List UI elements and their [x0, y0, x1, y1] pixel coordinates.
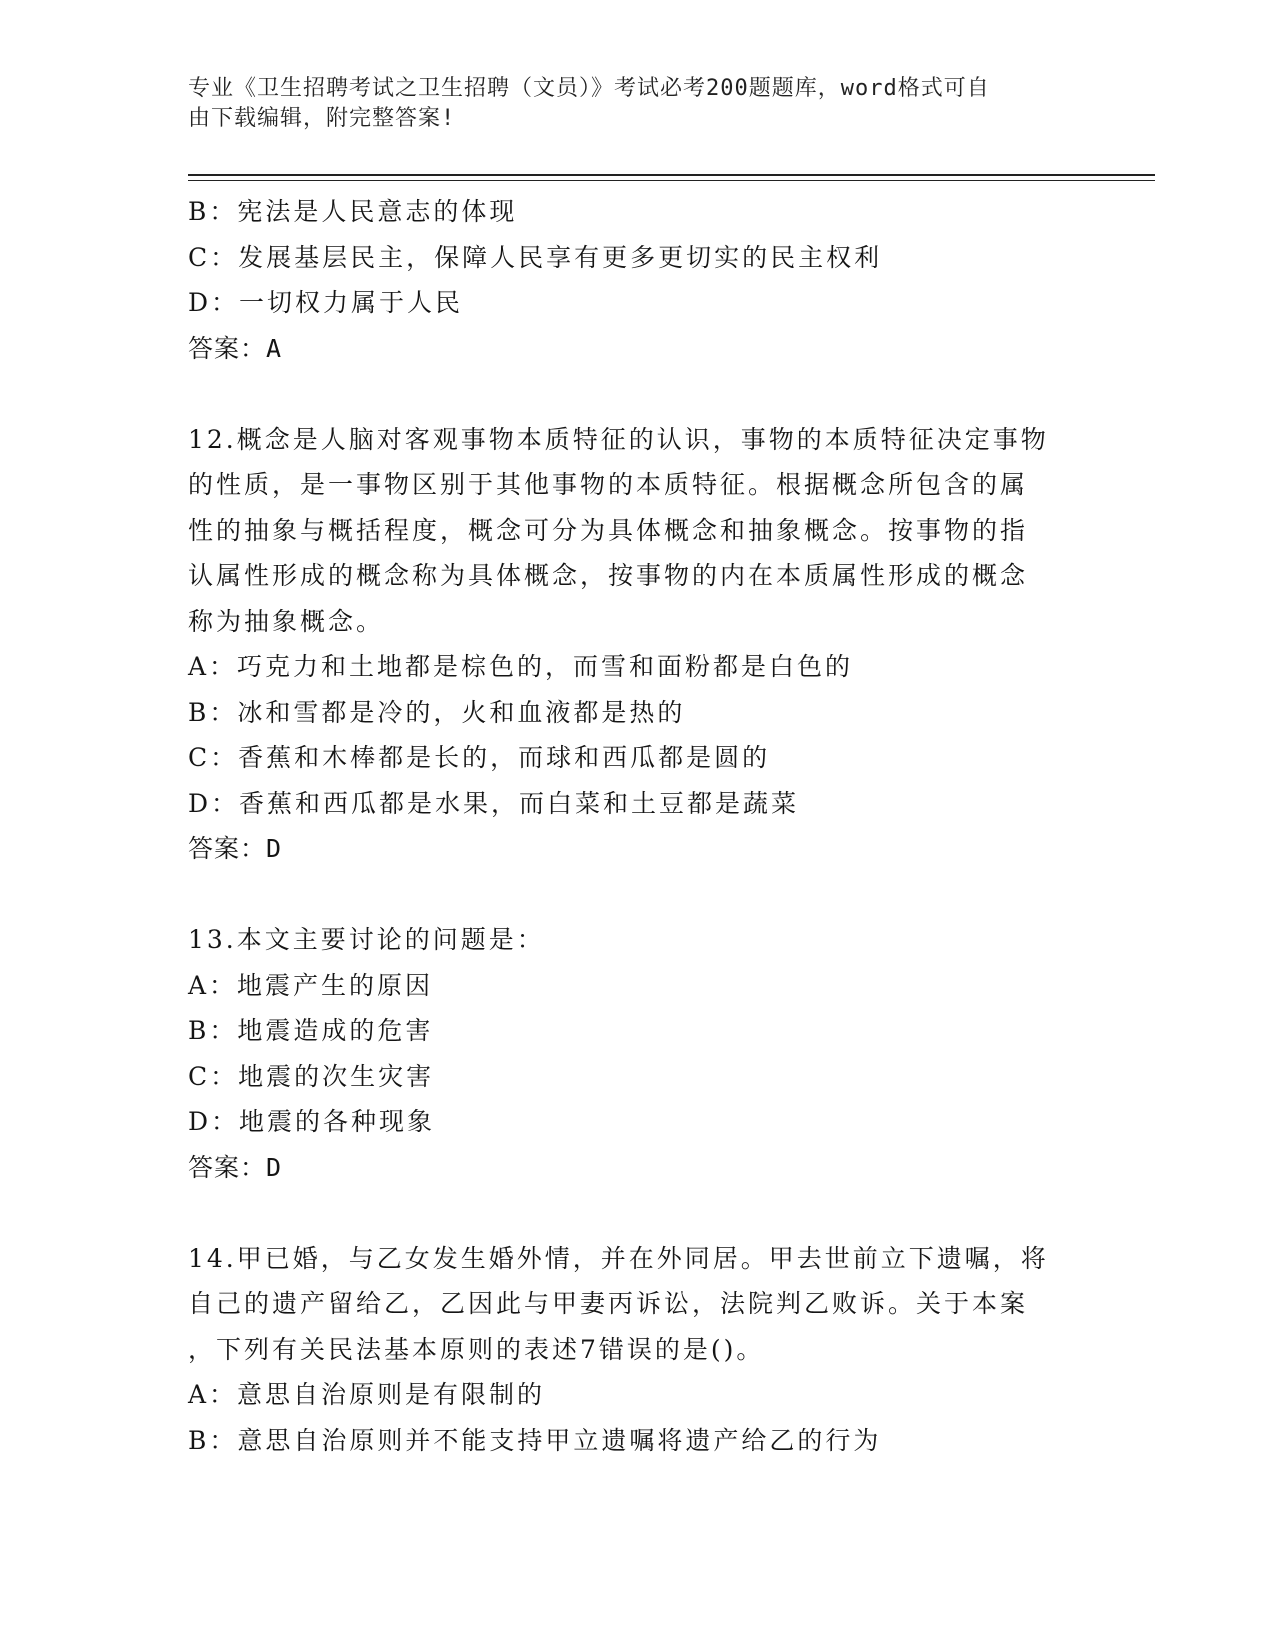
option-a: A：巧克力和土地都是棕色的，而雪和面粉都是白色的 [188, 652, 854, 681]
question-stem-line: 的性质，是一事物区别于其他事物的本质特征。根据概念所包含的属 [188, 470, 1029, 499]
option-a: A：地震产生的原因 [188, 970, 434, 1000]
question-stem-line: 13.本文主要讨论的问题是： [188, 925, 545, 954]
answer-line [188, 1145, 1088, 1191]
spacer [188, 1190, 1088, 1236]
option-a: A：意思自治原则是有限制的 [188, 1380, 546, 1409]
answer-value: D [266, 834, 283, 863]
option-c: C：香蕉和木棒都是长的，而球和西瓜都是圆的 [188, 743, 771, 772]
question-stem-line: 自己的遗产留给乙，乙因此与甲妻丙诉讼，法院判乙败诉。关于本案 [188, 1289, 1029, 1318]
question-stem-line: ，下列有关民法基本原则的表述7错误的是()。 [188, 1334, 765, 1364]
header-line-1: 专业《卫生招聘考试之卫生招聘（文员）》考试必考200题题库，word格式可自 [188, 76, 990, 101]
option-b: B：地震造成的危害 [188, 1016, 434, 1045]
header-divider-thin [188, 180, 1155, 181]
question-13 [188, 917, 1088, 1190]
document-header [188, 74, 1068, 134]
spacer [188, 872, 1088, 918]
question-content [188, 189, 1088, 1463]
question-12 [188, 417, 1088, 872]
question-stem-line: 称为抽象概念。 [188, 606, 385, 636]
option-b: B：宪法是人民意志的体现 [188, 197, 518, 226]
question-prev [188, 189, 1088, 371]
answer-line [188, 826, 1088, 872]
answer-value: A [266, 333, 283, 363]
option-d: D：地震的各种现象 [188, 1107, 436, 1136]
option-d: D：香蕉和西瓜都是水果，而白菜和土豆都是蔬菜 [188, 788, 800, 818]
question-stem-line: 12.概念是人脑对客观事物本质特征的认识，事物的本质特征决定事物 [188, 424, 1049, 454]
question-stem-line: 性的抽象与概括程度，概念可分为具体概念和抽象概念。按事物的指 [188, 515, 1029, 545]
header-divider-thick [188, 174, 1155, 176]
option-b: B：冰和雪都是冷的，火和血液都是热的 [188, 697, 686, 727]
answer-line [188, 326, 1088, 372]
answer-value: D [266, 1152, 283, 1182]
option-b: B：意思自治原则并不能支持甲立遗嘱将遗产给乙的行为 [188, 1425, 882, 1455]
option-d: D：一切权力属于人民 [188, 288, 464, 317]
question-14 [188, 1236, 1088, 1464]
option-c: C：地震的次生灾害 [188, 1061, 435, 1091]
question-stem-line: 认属性形成的概念称为具体概念，按事物的内在本质属性形成的概念 [188, 561, 1029, 590]
spacer [188, 371, 1088, 417]
question-stem-line: 14.甲已婚，与乙女发生婚外情，并在外同居。甲去世前立下遗嘱，将 [188, 1243, 1049, 1273]
header-line-2: 由下载编辑，附完整答案! [188, 106, 456, 131]
answer-label: 答案： [188, 834, 267, 863]
option-c: C：发展基层民主，保障人民享有更多更切实的民主权利 [188, 242, 883, 272]
answer-label: 答案： [188, 1152, 267, 1182]
answer-label: 答案： [188, 333, 267, 363]
